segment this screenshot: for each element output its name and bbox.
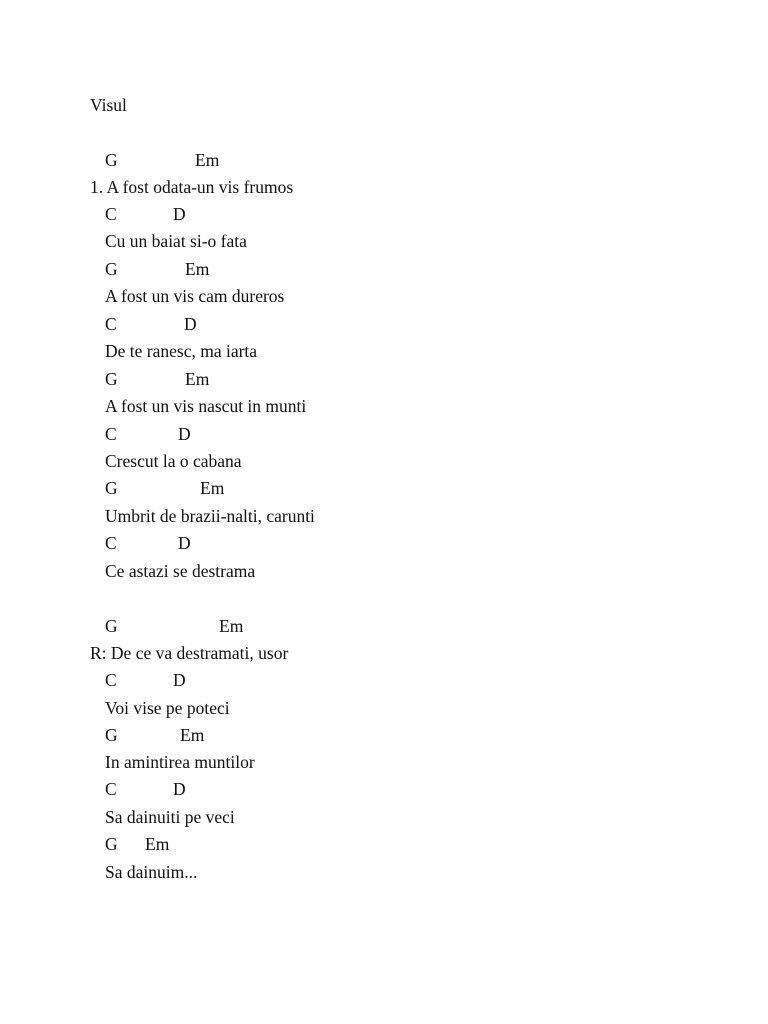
chord: G (105, 616, 118, 636)
chord: C (105, 424, 117, 444)
chord-line (0, 670, 768, 690)
chord: C (105, 204, 117, 224)
lyric-line: Umbrit de brazii-nalti, carunti (105, 506, 315, 526)
chord: D (178, 533, 191, 553)
chord-line (0, 150, 768, 170)
chord: G (105, 834, 118, 854)
chord-line (0, 779, 768, 799)
song-title: Visul (90, 95, 127, 115)
chord: Em (185, 369, 210, 389)
chord: G (105, 369, 118, 389)
chord: G (105, 259, 118, 279)
chord-line (0, 616, 768, 636)
lyric-line: R: De ce va destramati, usor (90, 643, 289, 663)
lyric-line: 1. A fost odata-un vis frumos (90, 177, 294, 197)
chord: Em (195, 150, 220, 170)
lyric-line: A fost un vis nascut in munti (105, 396, 307, 416)
chord: C (105, 314, 117, 334)
chord-line (0, 259, 768, 279)
chord: G (105, 150, 118, 170)
chord: C (105, 779, 117, 799)
chord: D (173, 779, 186, 799)
chord: Em (180, 725, 205, 745)
lyric-line: Ce astazi se destrama (105, 561, 256, 581)
lyric-line: De te ranesc, ma iarta (105, 341, 258, 361)
lyric-line: Voi vise pe poteci (105, 698, 230, 718)
chord: D (184, 314, 197, 334)
chord-line (0, 725, 768, 745)
chord-line (0, 369, 768, 389)
chord: D (178, 424, 191, 444)
chord: D (173, 204, 186, 224)
chord: G (105, 725, 118, 745)
lyric-line: Cu un baiat si-o fata (105, 231, 247, 251)
chord: Em (145, 834, 170, 854)
lyric-line: Sa dainuiti pe veci (105, 807, 235, 827)
chord: C (105, 533, 117, 553)
chord-line (0, 834, 768, 854)
lyric-line: Crescut la o cabana (105, 451, 242, 471)
chord-line (0, 204, 768, 224)
chord: Em (200, 478, 225, 498)
lyric-line: A fost un vis cam dureros (105, 286, 285, 306)
chord: Em (185, 259, 210, 279)
lyric-line: In amintirea muntilor (105, 752, 255, 772)
chord: G (105, 478, 118, 498)
chord: D (173, 670, 186, 690)
lyric-line: Sa dainuim... (105, 862, 198, 882)
chord-line (0, 478, 768, 498)
chord: Em (219, 616, 244, 636)
chord-line (0, 424, 768, 444)
chord: C (105, 670, 117, 690)
chord-line (0, 533, 768, 553)
chord-line (0, 314, 768, 334)
